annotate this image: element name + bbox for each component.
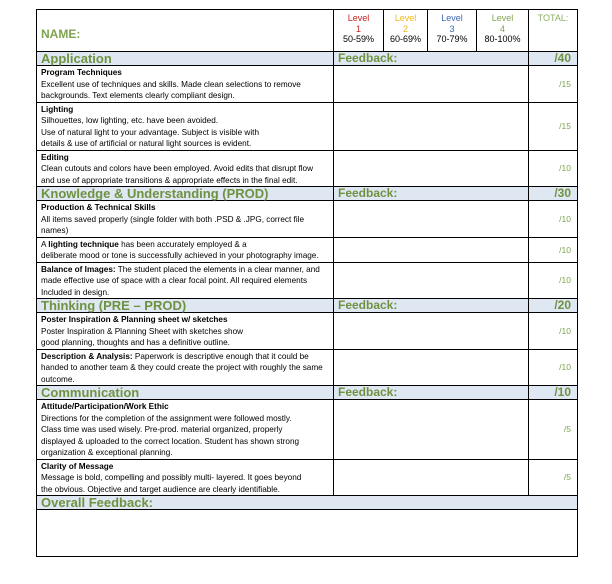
overall-feedback-body-row <box>37 510 578 557</box>
name-cell[interactable] <box>37 10 334 52</box>
criterion-points[interactable] <box>529 400 578 460</box>
criterion-feedback-cell[interactable] <box>334 400 529 460</box>
criterion-prefix: A <box>41 239 49 249</box>
rubric-table <box>36 9 578 557</box>
section-title <box>37 386 334 400</box>
criterion-line: outcome. <box>41 374 75 384</box>
section-points: /10 <box>529 386 578 400</box>
criterion-feedback-cell[interactable] <box>334 313 529 350</box>
level-4-header <box>477 10 529 52</box>
criterion-line: All items saved properly (single folder with both .PSD & .JPG, correct file <box>41 214 305 224</box>
criterion-title: Production & Technical Skills <box>41 203 156 212</box>
level-1-range: 50-59% <box>342 34 375 44</box>
criterion-line: Message is bold, compelling and possibly multi- layered. It goes beyond <box>41 473 302 482</box>
overall-feedback-field[interactable] <box>37 510 578 557</box>
criterion-row <box>37 150 578 187</box>
criterion-line: Directions for the completion of the assignment were followed mostly. <box>41 413 292 423</box>
criterion-points[interactable] <box>529 201 578 238</box>
criterion-row <box>37 237 578 262</box>
level-4-word: Level <box>491 13 514 23</box>
criterion-feedback-cell[interactable] <box>334 459 529 496</box>
criterion-points-value: /15 <box>559 78 571 89</box>
criterion-points-value: /10 <box>559 213 571 224</box>
section-title-text: Communication <box>41 385 140 400</box>
section-header-row <box>37 52 578 66</box>
level-2-word: Level <box>394 13 417 23</box>
criterion-line: Use of natural light to your advantage. Subject is visible with <box>41 127 259 137</box>
criterion-description <box>37 349 334 386</box>
criterion-feedback-cell[interactable] <box>334 349 529 386</box>
section-title-text: Application <box>41 51 112 66</box>
criterion-row <box>37 459 578 496</box>
level-1-word: Level <box>347 13 370 23</box>
section-title <box>37 52 334 66</box>
feedback-label: Feedback: <box>338 186 398 200</box>
criterion-line: and use of appropriate transitions & appropriate effects in the final edit. <box>41 175 298 185</box>
criterion-points[interactable] <box>529 262 578 299</box>
criterion-line: displayed & uploaded to the correct location. Student has shown strong <box>41 436 300 446</box>
criterion-title: Poster Inspiration & Planning sheet w/ sketches <box>41 315 228 324</box>
overall-feedback-header-row <box>37 496 578 510</box>
criterion-points[interactable] <box>529 349 578 386</box>
criterion-title: Description & Analysis: <box>41 351 133 361</box>
criterion-line: handed to another team & they could create the project with roughly the same <box>41 363 323 372</box>
criterion-description <box>37 313 334 350</box>
criterion-line: names) <box>41 226 69 235</box>
criterion-row <box>37 102 578 150</box>
level-1-header <box>334 10 384 52</box>
criterion-feedback-cell[interactable] <box>334 102 529 150</box>
criterion-points-value: /10 <box>559 362 571 373</box>
criterion-title: Balance of Images: <box>41 264 116 274</box>
criterion-description <box>37 66 334 103</box>
criterion-row <box>37 349 578 386</box>
section-points: /40 <box>529 52 578 66</box>
level-1-number: 1 <box>355 23 361 34</box>
criterion-feedback-cell[interactable] <box>334 237 529 262</box>
criterion-title: lighting technique <box>48 239 119 249</box>
level-2-header <box>384 10 428 52</box>
criterion-row <box>37 313 578 350</box>
criterion-description <box>37 459 334 496</box>
criterion-description <box>37 400 334 460</box>
overall-feedback-label: Overall Feedback: <box>41 495 153 510</box>
criterion-description <box>37 150 334 187</box>
criterion-feedback-cell[interactable] <box>334 201 529 238</box>
level-3-header <box>428 10 477 52</box>
criterion-row <box>37 400 578 460</box>
criterion-points[interactable] <box>529 459 578 496</box>
criterion-points-value: /10 <box>559 275 571 286</box>
criterion-points-value: /10 <box>559 244 571 255</box>
section-title-text: Thinking (PRE – PROD) <box>41 298 187 313</box>
criterion-line: made effective use of space with a clear focal point. All required elements <box>41 276 308 285</box>
criterion-line: good planning, thoughts and has a definitive outline. <box>41 338 230 347</box>
section-header-row <box>37 187 578 201</box>
criterion-points-value: /15 <box>559 121 571 131</box>
criterion-points[interactable] <box>529 150 578 187</box>
section-feedback-label <box>334 52 529 66</box>
criterion-title: Lighting <box>41 104 74 114</box>
section-feedback-label <box>334 187 529 201</box>
section-points: /20 <box>529 299 578 313</box>
criterion-points-value: /5 <box>563 472 571 483</box>
criterion-line: Poster Inspiration & Planning Sheet with sketches show <box>41 326 244 336</box>
criterion-title: Attitude/Participation/Work Ethic <box>41 402 169 411</box>
level-4-range: 80-100% <box>484 34 521 44</box>
level-3-word: Level <box>441 13 463 23</box>
criterion-points[interactable] <box>529 102 578 150</box>
criterion-description <box>37 262 334 299</box>
section-feedback-label <box>334 299 529 313</box>
overall-feedback-header <box>37 496 578 510</box>
criterion-feedback-cell[interactable] <box>334 150 529 187</box>
criterion-description <box>37 237 334 262</box>
criterion-title: Clarity of Message <box>41 461 114 471</box>
criterion-row <box>37 66 578 103</box>
criterion-feedback-cell[interactable] <box>334 262 529 299</box>
criterion-title: Program Techniques <box>41 68 122 77</box>
total-header: TOTAL: <box>529 10 578 52</box>
section-feedback-label <box>334 386 529 400</box>
name-label: NAME: <box>41 27 81 41</box>
header-row <box>37 10 578 52</box>
feedback-label: Feedback: <box>338 385 398 399</box>
section-points: /30 <box>529 187 578 201</box>
criterion-title: Editing <box>41 152 69 162</box>
criterion-points-value: /10 <box>559 163 571 174</box>
section-header-row <box>37 386 578 400</box>
criterion-line: the obvious. Objective and target audience are clearly identifiable. <box>41 484 280 494</box>
rubric-sheet <box>36 9 577 557</box>
level-4-number: 4 <box>499 23 505 34</box>
criterion-line: Silhouettes, low lighting, etc. have been avoided. <box>41 116 219 125</box>
section-header-row <box>37 299 578 313</box>
section-title <box>37 187 334 201</box>
criterion-line: Clean cutouts and colors have been employed. Avoid edits that disrupt flow <box>41 164 314 173</box>
criterion-line: Class time was used wisely. Pre-prod. material organized, properly <box>41 425 283 434</box>
feedback-label: Feedback: <box>338 51 398 65</box>
criterion-line: details & use of artificial or natural light sources is evident. <box>41 139 252 148</box>
criterion-points[interactable] <box>529 313 578 350</box>
criterion-points[interactable] <box>529 66 578 103</box>
feedback-label: Feedback: <box>338 298 398 312</box>
criterion-text: The student placed the elements in a clear manner, and <box>115 264 320 274</box>
criterion-row <box>37 262 578 299</box>
level-2-number: 2 <box>402 23 408 34</box>
criterion-points-value: /5 <box>563 424 571 435</box>
level-3-number: 3 <box>449 23 455 34</box>
section-title-text: Knowledge & Understanding (PROD) <box>41 186 269 201</box>
criterion-points-value: /10 <box>559 325 571 336</box>
criterion-line: organization & exceptional planning. <box>41 448 173 457</box>
criterion-line: Included in design. <box>41 287 110 297</box>
criterion-description <box>37 201 334 238</box>
criterion-line: Excellent use of techniques and skills. Made clean selections to remove <box>41 79 301 89</box>
section-title <box>37 299 334 313</box>
criterion-description <box>37 102 334 150</box>
level-2-range: 60-69% <box>389 34 422 44</box>
criterion-text: Paperwork is descriptive enough that it could be <box>132 351 309 361</box>
criterion-feedback-cell[interactable] <box>334 66 529 103</box>
criterion-points[interactable] <box>529 237 578 262</box>
criterion-line: deliberate mood or tone is successfully achieved in your photography image. <box>41 251 319 260</box>
criterion-line: backgrounds. Text elements clearly compliant design. <box>41 91 235 100</box>
criterion-row <box>37 201 578 238</box>
criterion-text: has been accurately employed & a <box>118 239 247 249</box>
level-3-range: 70-79% <box>436 34 468 44</box>
